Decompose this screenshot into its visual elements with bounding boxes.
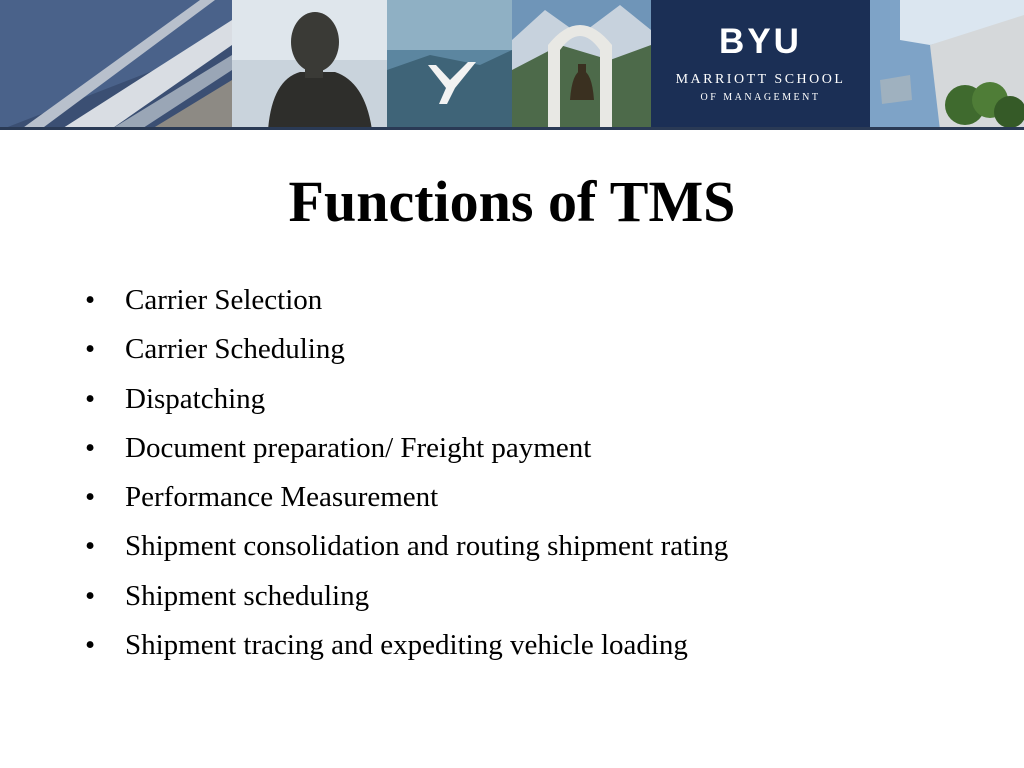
bullet-dot: •: [85, 481, 96, 514]
bullet-text: Dispatching: [125, 382, 266, 415]
bullet-item: [80, 477, 980, 526]
bullet-dot: •: [85, 284, 96, 316]
slide-title: Functions of TMS: [288, 169, 736, 234]
banner-photo-collage: [0, 0, 1024, 130]
bullet-item: [80, 280, 980, 329]
bullet-text: Shipment scheduling: [125, 579, 370, 612]
bullet-item: [80, 526, 980, 575]
bullet-text: Carrier Scheduling: [125, 333, 345, 366]
byu-marriott-logo: [651, 0, 870, 127]
bullet-text: Shipment consolidation and routing shipment rating: [125, 530, 729, 563]
bullet-text: Document preparation/ Freight payment: [125, 431, 592, 464]
bullet-dot: •: [85, 431, 96, 464]
bullet-text: Carrier Selection: [125, 284, 323, 316]
bullet-dot: •: [85, 579, 96, 612]
bullet-item: [80, 379, 980, 428]
bullet-item: [80, 576, 980, 625]
bullet-dot: •: [85, 333, 96, 366]
bullet-item: [80, 329, 980, 378]
bullet-list: [80, 280, 980, 674]
building-fins-photo: [0, 0, 232, 130]
bullet-dot: •: [85, 629, 96, 662]
byu-logo-text: BYU: [719, 22, 802, 61]
marriott-school-text: MARRIOTT SCHOOL: [675, 72, 846, 87]
statue-photo: [232, 0, 387, 130]
bullet-text: Shipment tracing and expediting vehicle loading: [125, 629, 688, 662]
of-management-text: OF MANAGEMENT: [700, 92, 821, 103]
bullet-dot: •: [85, 382, 96, 415]
modern-building-photo: [870, 0, 1024, 130]
bullet-item: [80, 428, 980, 477]
banner-divider: [0, 127, 1024, 130]
y-mountain-photo: [387, 0, 512, 130]
bell-tower-photo: [512, 0, 651, 130]
bullet-dot: •: [85, 530, 96, 563]
bullet-text: Performance Measurement: [125, 481, 439, 514]
bullet-item: [80, 625, 980, 674]
header-banner: [0, 0, 1024, 130]
